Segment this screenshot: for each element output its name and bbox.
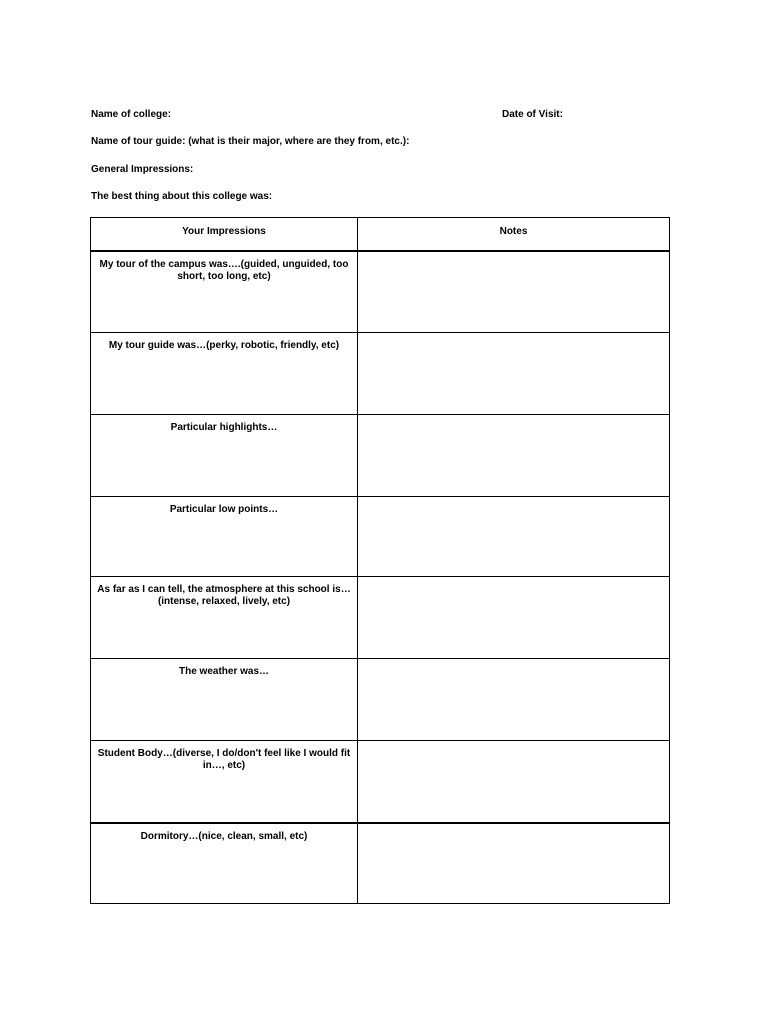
best-thing-label: The best thing about this college was: — [91, 191, 273, 202]
table-row — [91, 577, 670, 659]
notes-cell[interactable] — [358, 741, 670, 823]
notes-cell[interactable] — [358, 333, 670, 415]
notes-cell[interactable] — [358, 659, 670, 741]
general-impressions-label: General Impressions: — [91, 164, 194, 175]
table-row — [91, 823, 670, 904]
table-row — [91, 251, 670, 333]
impression-cell: My tour guide was…(perky, robotic, friendly, etc) — [91, 333, 358, 415]
table-row — [91, 415, 670, 497]
impression-cell: The weather was… — [91, 659, 358, 741]
notes-cell[interactable] — [358, 577, 670, 659]
table-header-row — [91, 218, 670, 251]
table-row — [91, 659, 670, 741]
notes-cell[interactable] — [358, 415, 670, 497]
impression-cell: Dormitory…(nice, clean, small, etc) — [91, 823, 358, 904]
impression-cell: My tour of the campus was….(guided, unguided, too short, too long, etc) — [91, 251, 358, 333]
impression-cell: Student Body…(diverse, I do/don't feel like I would fit in…, etc) — [91, 741, 358, 823]
notes-cell[interactable] — [358, 251, 670, 333]
visit-date-label: Date of Visit: — [502, 109, 563, 120]
header-notes: Notes — [358, 218, 670, 251]
impression-cell: Particular highlights… — [91, 415, 358, 497]
header-your-impressions: Your Impressions — [91, 218, 358, 251]
impression-cell: As far as I can tell, the atmosphere at this school is…(intense, relaxed, lively, etc) — [91, 577, 358, 659]
table-row — [91, 741, 670, 823]
impression-cell: Particular low points… — [91, 497, 358, 577]
notes-cell[interactable] — [358, 823, 670, 904]
table-row — [91, 333, 670, 415]
notes-cell[interactable] — [358, 497, 670, 577]
tour-guide-label: Name of tour guide: (what is their major, where are they from, etc.): — [91, 136, 410, 147]
table-row — [91, 497, 670, 577]
impressions-table — [90, 217, 670, 904]
college-name-label: Name of college: — [91, 109, 172, 120]
